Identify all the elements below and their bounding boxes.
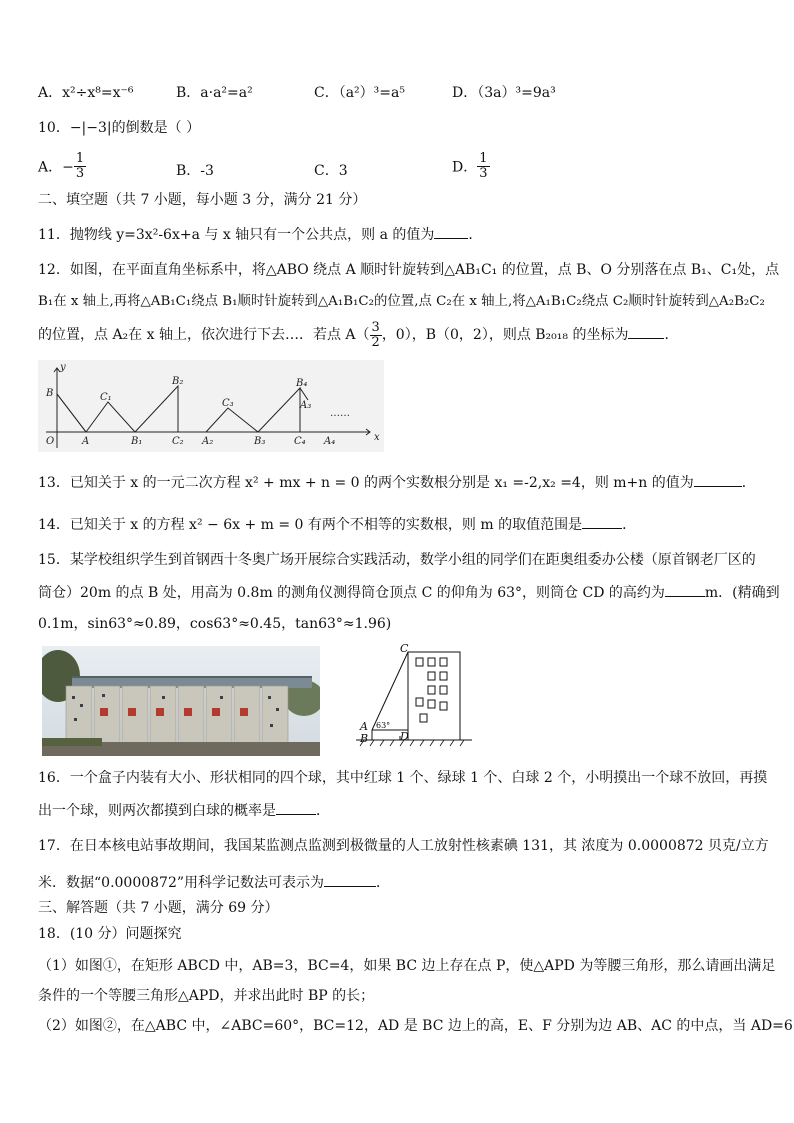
q10-option-c: C．3 <box>314 163 348 179</box>
q12-line-1: 12．如图，在平面直角坐标系中，将△ABO 绕点 A 顺时针旋转到△AB₁C₁ 的位置，点 B、O 分别落在点 B₁、C₁处，点 <box>38 262 780 278</box>
fig-label-b1: B₁ <box>131 436 143 447</box>
q15-line-3: 0.1m，sin63°≈0.89，cos63°≈0.45，tan63°≈1.96) <box>38 616 392 632</box>
fig-label-b3: B₃ <box>254 436 266 447</box>
q18-heading: 18．(10 分）问题探究 <box>38 926 182 942</box>
q10-option-d: D． $\frac{1}{3}$ <box>452 151 488 181</box>
answer-blank[interactable] <box>694 472 742 487</box>
answer-blank[interactable] <box>628 324 664 339</box>
fig-label-b2: B₂ <box>172 376 184 387</box>
fig-label-a: A <box>82 436 90 447</box>
fig-label-b4: B₄ <box>296 378 308 389</box>
q10-option-b: B．-3 <box>176 163 214 179</box>
fig-ellipsis: …… <box>330 408 350 419</box>
section-heading-fill-in: 二、填空题（共 7 小题，每小题 3 分，满分 21 分） <box>38 192 367 208</box>
fig-label-c: C <box>400 642 409 655</box>
fig-label-a2: A₂ <box>202 436 214 447</box>
answer-blank[interactable] <box>276 800 316 815</box>
q9-option-a: A．x²÷x⁸=x⁻⁶ <box>38 85 134 101</box>
q15-line-2: 筒仓）20m 的点 B 处，用高为 0.8m 的测角仪测得筒仓顶点 C 的仰角为 63°，则筒仓 CD 的高约为 m．(精确到 <box>38 582 780 603</box>
q10-option-a: A．− $\frac{1}{3}$ <box>38 151 85 181</box>
q9-option-c: C．（a²）³=a⁵ <box>314 85 405 101</box>
fig-label-c2: C₂ <box>172 436 184 447</box>
q15-silo-diagram <box>350 640 480 754</box>
fig-label-c3: C₃ <box>222 398 234 409</box>
fig-label-o: O <box>46 436 55 447</box>
fig-label-a4: A₄ <box>324 436 336 447</box>
section-heading-solutions: 三、解答题（共 7 小题，满分 69 分） <box>38 900 279 916</box>
silo-building-photo <box>42 646 320 756</box>
answer-blank[interactable] <box>324 872 376 887</box>
fig-label-b: B <box>360 732 369 745</box>
q12-line-3: 的位置，点 A₂在 x 轴上，依次进行下去…．若点 A（ $\frac{3}{2}$ ，0），B（0，2），则点 B₂₀₁₈ 的坐标为 ． <box>38 319 679 350</box>
q13-stem: 13．已知关于 x 的一元二次方程 x² + mx + n = 0 的两个实数根分别是 x₁ =-2,x₂ =4，则 m+n 的值为 ． <box>38 472 756 493</box>
fraction: $\frac{1}{3}$ <box>75 151 85 181</box>
q10-expression: −|−3| <box>69 120 112 136</box>
q14-stem: 14．已知关于 x 的方程 x² − 6x + m = 0 有两个不相等的实数根，则 m 的取值范围是 ． <box>38 514 636 535</box>
q9-option-b: B．a·a²=a² <box>176 85 253 101</box>
answer-blank[interactable] <box>434 224 468 239</box>
fraction: $\frac{3}{2}$ <box>371 319 380 350</box>
fig-label-c1: C₁ <box>100 392 112 403</box>
q12-rotation-figure <box>38 360 384 452</box>
q10-stem: 10．−|−3|的倒数是（ ） <box>38 120 201 136</box>
q18-part2-line1: （2）如图②，在△ABC 中，∠ABC=60°，BC=12，AD 是 BC 边上的高，E、F 分别为边 AB、AC 的中点，当 AD=6 <box>38 1018 793 1034</box>
q15-line-1: 15．某学校组织学生到首钢西十冬奥广场开展综合实践活动，数学小组的同学们在距奥组委办公楼（原首钢老厂区的 <box>38 552 756 568</box>
fig-label-a3: A₃ <box>300 400 312 411</box>
q17-line-1: 17．在日本核电站事故期间，我国某监测点监测到极微量的人工放射性核素碘 131，其 浓度为 0.0000872 贝克/立方 <box>38 838 769 854</box>
fig-label-d: D <box>400 730 409 743</box>
fig-label-x: x <box>374 432 380 443</box>
fig-label-a: A <box>360 720 368 733</box>
answer-blank[interactable] <box>582 514 622 529</box>
fig-label-c4: C₄ <box>294 436 306 447</box>
fig-angle-label: 63° <box>376 721 391 730</box>
q12-line-2: B₁在 x 轴上,再将△AB₁C₁绕点 B₁顺时针旋转到△A₁B₁C₂的位置,点 C₂在 x 轴上,将△A₁B₁C₂绕点 C₂顺时针旋转到△A₂B₂C₂ <box>38 294 765 309</box>
q9-option-d: D．（3a）³=9a³ <box>452 85 556 101</box>
q11-stem: 11．抛物线 y=3x²-6x+a 与 x 轴只有一个公共点，则 a 的值为 ． <box>38 224 482 245</box>
answer-blank[interactable] <box>665 582 705 597</box>
q18-part1-line2: 条件的一个等腰三角形△APD，并求出此时 BP 的长； <box>38 988 375 1004</box>
q16-line-1: 16．一个盒子内装有大小、形状相同的四个球，其中红球 1 个、绿球 1 个、白球 2 个，小明摸出一个球不放回，再摸 <box>38 770 768 786</box>
q18-part1-line1: （1）如图①，在矩形 ABCD 中，AB=3，BC=4，如果 BC 边上存在点 P，使△APD 为等腰三角形，那么请画出满足 <box>38 958 776 974</box>
fig-label-y: y <box>60 362 66 373</box>
q17-line-2: 米．数据“0.0000872”用科学记数法可表示为 ． <box>38 872 390 893</box>
fraction: $\frac{1}{3}$ <box>479 151 488 181</box>
q16-line-2: 出一个球，则两次都摸到白球的概率是 ． <box>38 800 330 821</box>
fig-label-b: B <box>46 388 54 399</box>
